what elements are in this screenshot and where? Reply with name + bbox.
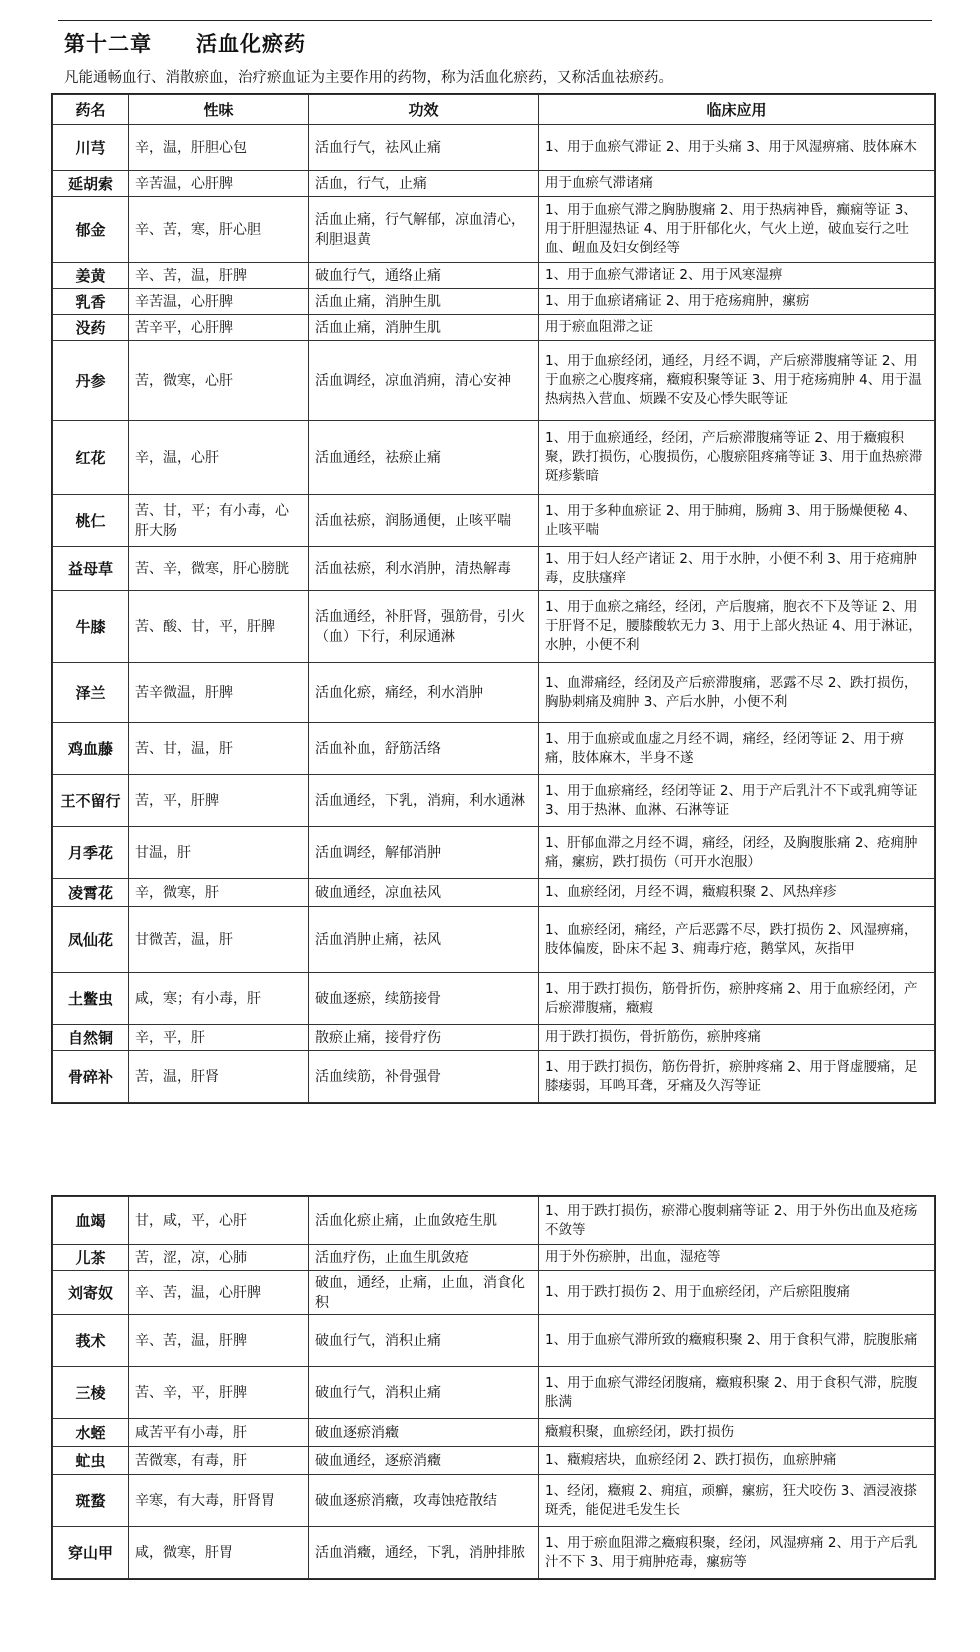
- herb-nature: 苦、甘，温，肝: [129, 723, 309, 775]
- table-row: [53, 341, 935, 421]
- herb-effect: 破血逐瘀消癥，攻毒蚀疮散结: [309, 1475, 539, 1527]
- table-row: [53, 1367, 935, 1419]
- herb-name: 儿茶: [53, 1245, 129, 1271]
- herb-table-2: [52, 1196, 935, 1579]
- herb-effect: 活血祛瘀，利水消肿，清热解毒: [309, 547, 539, 591]
- table-row: [53, 1475, 935, 1527]
- herb-effect: 活血化瘀止痛，止血敛疮生肌: [309, 1197, 539, 1245]
- herb-usage: 1、用于血瘀通经，经闭，产后瘀滞腹痛等证 2、用于癥瘕积聚，跌打损伤，心腹损伤，心腹瘀阻疼痛等证 3、用于血热瘀滞斑疹紫暗: [539, 421, 935, 495]
- herb-name: 水蛭: [53, 1419, 129, 1447]
- herb-name: 血竭: [53, 1197, 129, 1245]
- herb-effect: 活血，行气，止痛: [309, 171, 539, 197]
- herb-name: 三棱: [53, 1367, 129, 1419]
- table-row: [53, 1271, 935, 1315]
- herb-name: 骨碎补: [53, 1051, 129, 1103]
- herb-nature: 苦、甘，平；有小毒，心肝大肠: [129, 495, 309, 547]
- herb-name: 红花: [53, 421, 129, 495]
- herb-usage: 1、用于血瘀或血虚之月经不调，痛经，经闭等证 2、用于痹痛，肢体麻木，半身不遂: [539, 723, 935, 775]
- herb-nature: 甘微苦，温，肝: [129, 907, 309, 973]
- chapter-intro: 凡能通畅血行、消散瘀血，治疗瘀血证为主要作用的药物，称为活血化瘀药，又称活血祛瘀药。: [64, 70, 673, 86]
- herb-effect: 破血行气，消积止痛: [309, 1315, 539, 1367]
- herb-usage: 1、癥瘕痞块，血瘀经闭 2、跌打损伤，血瘀肿痛: [539, 1447, 935, 1475]
- herb-name: 凌霄花: [53, 879, 129, 907]
- herb-usage: 1、血滞痛经，经闭及产后瘀滞腹痛，恶露不尽 2、跌打损伤，胸胁刺痛及痈肿 3、产后水肿，小便不利: [539, 663, 935, 723]
- herb-nature: 辛寒，有大毒，肝肾胃: [129, 1475, 309, 1527]
- header-usage: 临床应用: [539, 95, 935, 125]
- herb-usage: 1、用于血瘀气滞证 2、用于头痛 3、用于风湿痹痛、肢体麻木: [539, 125, 935, 171]
- table-row: [53, 1025, 935, 1051]
- table-row: [53, 663, 935, 723]
- herb-usage: 1、用于跌打损伤，筋骨折伤，瘀肿疼痛 2、用于血瘀经闭，产后瘀滞腹痛，癥瘕: [539, 973, 935, 1025]
- herb-nature: 苦，温，肝肾: [129, 1051, 309, 1103]
- herb-name: 虻虫: [53, 1447, 129, 1475]
- herb-table-1: [52, 94, 935, 1103]
- herb-usage: 1、用于血瘀气滞所致的癥瘕积聚 2、用于食积气滞，脘腹胀痛: [539, 1315, 935, 1367]
- herb-usage: 1、用于血瘀诸痛证 2、用于疮疡痈肿，瘰疬: [539, 289, 935, 315]
- herb-name: 鸡血藤: [53, 723, 129, 775]
- herb-nature: 辛苦温，心肝脾: [129, 289, 309, 315]
- chapter-title: 第十二章 活血化瘀药: [64, 32, 306, 56]
- herb-name: 土鳖虫: [53, 973, 129, 1025]
- herb-nature: 辛、苦，寒，肝心胆: [129, 197, 309, 263]
- table-row: [53, 591, 935, 663]
- herb-name: 郁金: [53, 197, 129, 263]
- herb-effect: 活血续筋，补骨强骨: [309, 1051, 539, 1103]
- herb-name: 牛膝: [53, 591, 129, 663]
- herb-effect: 活血通经，下乳，消痈，利水通淋: [309, 775, 539, 827]
- herb-usage: 1、用于跌打损伤，瘀滞心腹刺痛等证 2、用于外伤出血及疮疡不敛等: [539, 1197, 935, 1245]
- herb-nature: 辛，平，肝: [129, 1025, 309, 1051]
- herb-usage: 1、用于血瘀痛经，经闭等证 2、用于产后乳汁不下或乳痈等证 3、用于热淋、血淋、石淋等证: [539, 775, 935, 827]
- table-row: [53, 495, 935, 547]
- herb-effect: 破血行气，消积止痛: [309, 1367, 539, 1419]
- table-row: [53, 263, 935, 289]
- herb-name: 乳香: [53, 289, 129, 315]
- herb-usage: 用于血瘀气滞诸痛: [539, 171, 935, 197]
- herb-usage: 1、肝郁血滞之月经不调，痛经，闭经，及胸腹胀痛 2、疮痈肿痛，瘰疬，跌打损伤（可开水泡服）: [539, 827, 935, 879]
- herb-name: 穿山甲: [53, 1527, 129, 1579]
- herb-effect: 活血补血，舒筋活络: [309, 723, 539, 775]
- herb-effect: 破血，通经，止痛，止血，消食化积: [309, 1271, 539, 1315]
- herb-effect: 破血行气，通络止痛: [309, 263, 539, 289]
- herb-nature: 咸苦平有小毒，肝: [129, 1419, 309, 1447]
- herb-usage: 用于外伤瘀肿，出血，湿疮等: [539, 1245, 935, 1271]
- herb-effect: 活血调经，凉血消痈，清心安神: [309, 341, 539, 421]
- herb-usage: 1、用于血瘀气滞诸证 2、用于风寒湿痹: [539, 263, 935, 289]
- herb-nature: 苦，微寒，心肝: [129, 341, 309, 421]
- herb-usage: 用于跌打损伤，骨折筋伤，瘀肿疼痛: [539, 1025, 935, 1051]
- table-row: [53, 421, 935, 495]
- top-rule: [58, 20, 932, 21]
- herb-usage: 1、用于血瘀气滞经闭腹痛，癥瘕积聚 2、用于食积气滞，脘腹胀满: [539, 1367, 935, 1419]
- herb-effect: 破血通经，逐瘀消癥: [309, 1447, 539, 1475]
- herb-name: 川芎: [53, 125, 129, 171]
- table-row: [53, 315, 935, 341]
- herb-effect: 活血祛瘀，润肠通便，止咳平喘: [309, 495, 539, 547]
- herb-nature: 辛，温，心肝: [129, 421, 309, 495]
- herb-effect: 活血调经，解郁消肿: [309, 827, 539, 879]
- herb-nature: 苦，平，肝脾: [129, 775, 309, 827]
- herb-nature: 甘温，肝: [129, 827, 309, 879]
- table-row: [53, 1447, 935, 1475]
- herb-name: 没药: [53, 315, 129, 341]
- herb-effect: 活血消肿止痛，祛风: [309, 907, 539, 973]
- herb-nature: 苦，涩，凉，心肺: [129, 1245, 309, 1271]
- herb-name: 延胡索: [53, 171, 129, 197]
- table-row: [53, 1419, 935, 1447]
- herb-table-1-body: [53, 125, 935, 1103]
- herb-nature: 辛苦温，心肝脾: [129, 171, 309, 197]
- herb-usage: 1、用于跌打损伤，筋伤骨折，瘀肿疼痛 2、用于肾虚腰痛，足膝痿弱，耳鸣耳聋，牙痛及久泻等证: [539, 1051, 935, 1103]
- herb-nature: 苦微寒，有毒，肝: [129, 1447, 309, 1475]
- table-row: [53, 1315, 935, 1367]
- herb-usage: 1、血瘀经闭，痛经，产后恶露不尽，跌打损伤 2、风湿痹痛，肢体偏废，卧床不起 3、痈毒疔疮，鹅掌风，灰指甲: [539, 907, 935, 973]
- table-row: [53, 197, 935, 263]
- herb-usage: 1、用于血瘀之痛经，经闭，产后腹痛，胞衣不下及等证 2、用于肝肾不足，腰膝酸软无力 3、用于上部火热证 4、用于淋证，水肿，小便不利: [539, 591, 935, 663]
- herb-usage: 癥瘕积聚，血瘀经闭，跌打损伤: [539, 1419, 935, 1447]
- table-row: [53, 547, 935, 591]
- herb-usage: 1、用于多种血瘀证 2、用于肺痈，肠痈 3、用于肠燥便秘 4、止咳平喘: [539, 495, 935, 547]
- herb-effect: 活血化瘀，痛经，利水消肿: [309, 663, 539, 723]
- table-row: [53, 827, 935, 879]
- herb-usage: 1、用于血瘀气滞之胸胁腹痛 2、用于热病神昏，癫痫等证 3、用于肝胆湿热证 4、用于肝郁化火，气火上逆，破血妄行之吐血、衄血及妇女倒经等: [539, 197, 935, 263]
- herb-nature: 辛，微寒，肝: [129, 879, 309, 907]
- table-row: [53, 1197, 935, 1245]
- table-row: [53, 973, 935, 1025]
- herb-name: 丹参: [53, 341, 129, 421]
- herb-effect: 破血逐瘀，续筋接骨: [309, 973, 539, 1025]
- herb-effect: 活血消癥，通经，下乳，消肿排脓: [309, 1527, 539, 1579]
- herb-nature: 辛、苦，温，肝脾: [129, 263, 309, 289]
- herb-effect: 破血通经，凉血祛风: [309, 879, 539, 907]
- herb-name: 桃仁: [53, 495, 129, 547]
- herb-nature: 辛、苦，温，心肝脾: [129, 1271, 309, 1315]
- herb-effect: 破血逐瘀消癥: [309, 1419, 539, 1447]
- header-nature: 性味: [129, 95, 309, 125]
- herb-effect: 活血止痛，消肿生肌: [309, 289, 539, 315]
- herb-table-2-body: [53, 1197, 935, 1579]
- herb-effect: 散瘀止痛，接骨疗伤: [309, 1025, 539, 1051]
- header-effect: 功效: [309, 95, 539, 125]
- herb-name: 月季花: [53, 827, 129, 879]
- herb-effect: 活血疗伤，止血生肌敛疮: [309, 1245, 539, 1271]
- herb-usage: 1、用于瘀血阻滞之癥瘕积聚，经闭，风湿痹痛 2、用于产后乳汁不下 3、用于痈肿疮毒，瘰疬等: [539, 1527, 935, 1579]
- table-row: [53, 289, 935, 315]
- herb-usage: 1、用于跌打损伤 2、用于血瘀经闭，产后瘀阻腹痛: [539, 1271, 935, 1315]
- table-row: [53, 723, 935, 775]
- herb-nature: 辛，温，肝胆心包: [129, 125, 309, 171]
- herb-usage: 1、经闭，癥瘕 2、痈疽，顽癣，瘰疬，狂犬咬伤 3、酒浸液搽斑秃，能促进毛发生长: [539, 1475, 935, 1527]
- herb-usage: 用于瘀血阻滞之证: [539, 315, 935, 341]
- herb-usage: 1、用于血瘀经闭，通经，月经不调，产后瘀滞腹痛等证 2、用于血瘀之心腹疼痛，癥瘕积聚等证 3、用于疮疡痈肿 4、用于温热病热入营血、烦躁不安及心悸失眠等证: [539, 341, 935, 421]
- herb-name: 自然铜: [53, 1025, 129, 1051]
- table-row: [53, 1527, 935, 1579]
- herb-nature: 甘，咸，平，心肝: [129, 1197, 309, 1245]
- herb-nature: 苦辛平，心肝脾: [129, 315, 309, 341]
- herb-name: 泽兰: [53, 663, 129, 723]
- header-name: 药名: [53, 95, 129, 125]
- herb-nature: 苦、辛，平，肝脾: [129, 1367, 309, 1419]
- herb-nature: 辛、苦，温，肝脾: [129, 1315, 309, 1367]
- table-header-row: [53, 95, 935, 125]
- herb-name: 斑蝥: [53, 1475, 129, 1527]
- herb-nature: 苦辛微温，肝脾: [129, 663, 309, 723]
- table-row: [53, 1245, 935, 1271]
- herb-name: 莪术: [53, 1315, 129, 1367]
- herb-nature: 咸，微寒，肝胃: [129, 1527, 309, 1579]
- table-row: [53, 125, 935, 171]
- herb-effect: 活血通经，补肝肾，强筋骨，引火（血）下行，利尿通淋: [309, 591, 539, 663]
- herb-nature: 苦、酸、甘，平，肝脾: [129, 591, 309, 663]
- herb-name: 益母草: [53, 547, 129, 591]
- table-row: [53, 907, 935, 973]
- herb-effect: 活血行气，祛风止痛: [309, 125, 539, 171]
- herb-usage: 1、血瘀经闭，月经不调，癥瘕积聚 2、风热痒疹: [539, 879, 935, 907]
- herb-name: 凤仙花: [53, 907, 129, 973]
- herb-effect: 活血止痛，行气解郁，凉血清心，利胆退黄: [309, 197, 539, 263]
- herb-effect: 活血通经，祛瘀止痛: [309, 421, 539, 495]
- herb-nature: 咸，寒；有小毒，肝: [129, 973, 309, 1025]
- herb-nature: 苦、辛，微寒，肝心膀胱: [129, 547, 309, 591]
- herb-name: 王不留行: [53, 775, 129, 827]
- table-row: [53, 879, 935, 907]
- table-row: [53, 171, 935, 197]
- table-row: [53, 1051, 935, 1103]
- herb-name: 刘寄奴: [53, 1271, 129, 1315]
- table-row: [53, 775, 935, 827]
- herb-usage: 1、用于妇人经产诸证 2、用于水肿，小便不利 3、用于疮痈肿毒，皮肤瘙痒: [539, 547, 935, 591]
- herb-effect: 活血止痛，消肿生肌: [309, 315, 539, 341]
- herb-name: 姜黄: [53, 263, 129, 289]
